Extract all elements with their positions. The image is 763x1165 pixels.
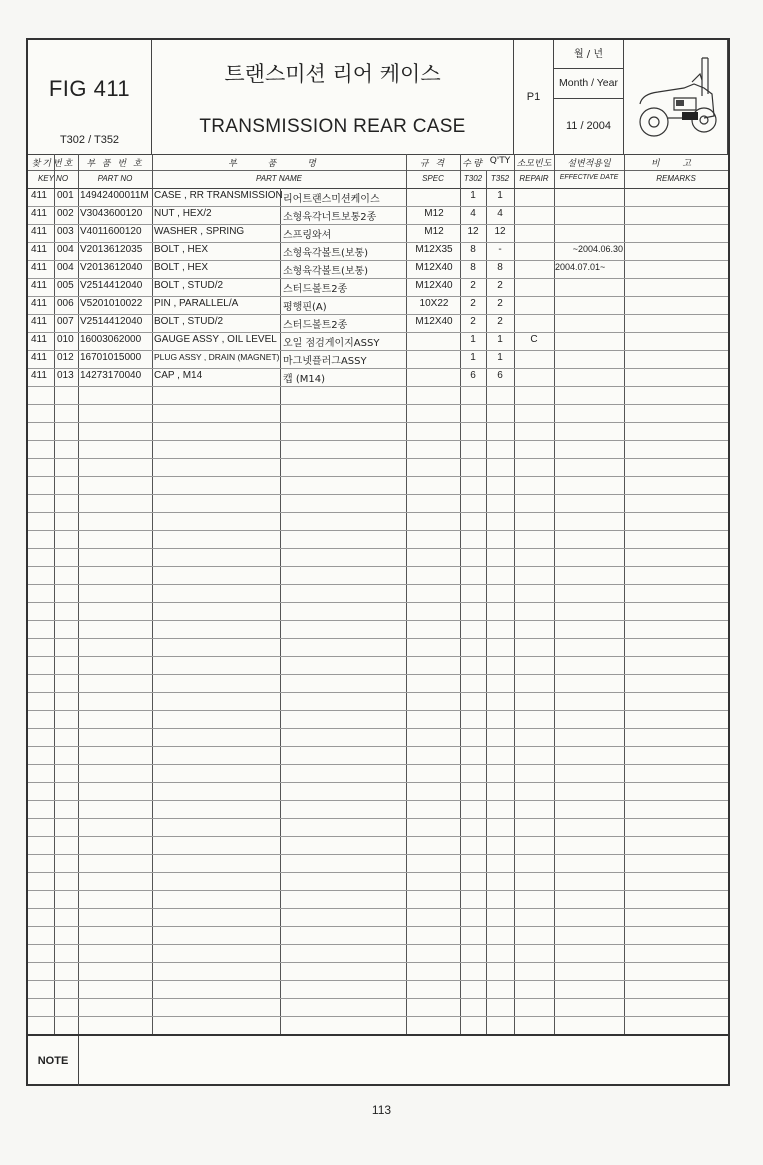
row-qty-t352: 4 [497, 208, 503, 219]
row-part-name-ko: 소형육각너트보통2종 [283, 212, 377, 223]
row-part-name-ko: 소형육각볼트(보통) [283, 266, 369, 277]
table-row [28, 674, 728, 693]
row-effective-date: ~2004.06.30 [572, 244, 623, 254]
sheet-header [28, 40, 728, 155]
table-row [28, 872, 728, 891]
table-row [28, 530, 728, 549]
table-row [28, 782, 728, 801]
table-row [28, 224, 728, 243]
table-row [28, 710, 728, 729]
row-part-no: 16701015000 [80, 352, 142, 363]
row-key-no: 002 [57, 208, 74, 219]
table-row [28, 314, 728, 333]
table-row [28, 656, 728, 675]
col-quantity: 수량 Q'TY T302 T352 [460, 154, 514, 188]
table-row [28, 206, 728, 225]
table-row [28, 620, 728, 639]
row-spec: M12X40 [415, 280, 453, 291]
row-fig-no: 411 [31, 262, 47, 273]
row-qty-t352: 1 [497, 352, 503, 363]
table-row [28, 746, 728, 765]
row-key-no: 003 [57, 226, 74, 237]
date-value: 11 / 2004 [565, 120, 612, 132]
title-cell [152, 40, 514, 154]
row-spec: M12 [424, 208, 444, 219]
table-row [28, 242, 728, 261]
row-spec: M12X40 [415, 262, 453, 273]
table-row [28, 818, 728, 837]
table-row [28, 278, 728, 297]
table-row [28, 944, 728, 963]
col-repair: 소모빈도 REPAIR [514, 154, 554, 188]
row-part-no: V2013612035 [80, 244, 143, 255]
row-qty-t352: 2 [497, 316, 503, 327]
row-part-name-ko: 마그넷플러그ASSY [283, 356, 367, 367]
row-part-name-en: BOLT , STUD/2 [154, 316, 224, 327]
page-code: P1 [526, 91, 541, 103]
row-fig-no: 411 [31, 190, 47, 201]
row-part-name-ko: 소형육각볼트(보통) [283, 248, 369, 259]
row-part-no: 14273170040 [80, 370, 142, 381]
row-part-no: V2514412040 [80, 316, 143, 327]
row-qty-t302: 2 [470, 316, 476, 327]
row-fig-no: 411 [31, 352, 47, 363]
row-part-name-en: GAUGE ASSY , OIL LEVEL [154, 334, 277, 345]
row-part-no: V2514412040 [80, 280, 143, 291]
row-fig-no: 411 [31, 298, 47, 309]
row-fig-no: 411 [31, 226, 47, 237]
row-qty-t302: 8 [470, 262, 476, 273]
table-row [28, 836, 728, 855]
table-row [28, 548, 728, 567]
row-spec: M12X40 [415, 316, 453, 327]
row-part-name-ko: 오일 점검게이지ASSY [283, 338, 380, 349]
row-qty-t302: 2 [470, 298, 476, 309]
row-part-name-en: PLUG ASSY , DRAIN (MAGNET) [154, 352, 280, 362]
row-qty-t352: 1 [497, 190, 503, 201]
model-list: T302 / T352 [59, 134, 120, 146]
row-fig-no: 411 [31, 280, 47, 291]
row-part-name-ko: 스터드볼트2종 [283, 320, 348, 331]
row-qty-t352: 2 [497, 298, 503, 309]
row-part-name-en: BOLT , HEX [154, 262, 209, 273]
row-spec: M12X35 [415, 244, 453, 255]
row-part-name-en: CASE , RR TRANSMISSION [154, 190, 283, 201]
row-part-name-en: CAP , M14 [154, 370, 203, 381]
table-row [28, 800, 728, 819]
table-row [28, 422, 728, 441]
figure-cell [28, 40, 152, 154]
table-row [28, 404, 728, 423]
row-qty-t302: 12 [467, 226, 479, 237]
col-remarks: 비 고 REMARKS [624, 154, 728, 188]
row-part-name-ko: 스터드볼트2종 [283, 284, 348, 295]
row-part-no: V4011600120 [80, 226, 142, 237]
note-section [28, 1034, 728, 1086]
row-effective-date: 2004.07.01~ [555, 262, 606, 272]
row-qty-t302: 8 [470, 244, 476, 255]
table-row [28, 728, 728, 747]
table-row [28, 458, 728, 477]
row-part-no: 14942400011M [80, 190, 149, 201]
table-row [28, 998, 728, 1017]
row-fig-no: 411 [31, 316, 47, 327]
table-row [28, 962, 728, 981]
row-qty-t302: 6 [470, 370, 476, 381]
table-row [28, 476, 728, 495]
table-row [28, 512, 728, 531]
row-part-no: V3043600120 [80, 208, 143, 219]
page-code-cell [514, 40, 554, 154]
table-row [28, 1016, 728, 1035]
column-header-row [28, 154, 728, 189]
row-fig-no: 411 [31, 244, 47, 255]
row-qty-t352: 6 [497, 370, 503, 381]
table-row [28, 854, 728, 873]
date-label-english: Month / Year [554, 68, 623, 99]
table-row [28, 764, 728, 783]
table-row [28, 692, 728, 711]
table-row [28, 440, 728, 459]
row-qty-t352: 8 [497, 262, 503, 273]
row-part-no: V2013612040 [80, 262, 143, 273]
row-qty-t302: 1 [470, 190, 476, 201]
row-key-no: 004 [57, 262, 74, 273]
tractor-illustration [624, 40, 728, 154]
table-row [28, 638, 728, 657]
row-key-no: 007 [57, 316, 74, 327]
row-part-name-ko: 스프링와셔 [283, 230, 332, 241]
note-label: NOTE [28, 1036, 79, 1086]
row-part-name-ko: 캡 (M14) [283, 374, 325, 385]
row-part-name-ko: 평행핀(A) [283, 302, 327, 313]
row-part-name-en: PIN , PARALLEL/A [154, 298, 239, 309]
table-row [28, 926, 728, 945]
row-part-name-en: BOLT , HEX [154, 244, 209, 255]
title-english: TRANSMISSION REAR CASE [199, 116, 466, 137]
col-part-no: 부 품 번 호 PART NO [78, 154, 152, 188]
row-qty-t302: 1 [470, 334, 476, 345]
table-row [28, 980, 728, 999]
table-row [28, 602, 728, 621]
table-row [28, 368, 728, 387]
col-key-no: 찾기번호 KEY NO [28, 154, 78, 188]
row-key-no: 006 [57, 298, 74, 309]
col-part-name: 부 품 명 PART NAME [152, 154, 406, 188]
row-part-name-en: BOLT , STUD/2 [154, 280, 224, 291]
row-qty-t302: 2 [470, 280, 476, 291]
row-key-no: 012 [57, 352, 74, 363]
row-key-no: 004 [57, 244, 74, 255]
table-row [28, 260, 728, 279]
row-repair: C [530, 334, 538, 345]
row-key-no: 001 [57, 190, 74, 201]
row-qty-t352: 1 [497, 334, 503, 345]
row-qty-t352: 2 [497, 280, 503, 291]
tractor-icon [632, 54, 720, 140]
table-row [28, 890, 728, 909]
table-row [28, 350, 728, 369]
table-row [28, 908, 728, 927]
row-spec: 10X22 [419, 298, 449, 309]
row-qty-t352: 12 [494, 226, 506, 237]
page-number: 113 [371, 1103, 392, 1117]
row-part-no: V5201010022 [80, 298, 143, 309]
row-qty-t302: 4 [470, 208, 476, 219]
date-cell [554, 40, 624, 154]
row-qty-t302: 1 [470, 352, 476, 363]
figure-number: FIG 411 [48, 76, 131, 101]
row-fig-no: 411 [31, 334, 47, 345]
row-fig-no: 411 [31, 208, 47, 219]
date-label-korean: 월 / 년 [554, 40, 623, 69]
table-row [28, 566, 728, 585]
row-spec: M12 [424, 226, 444, 237]
col-effective-date: 설변적용일 EFFECTIVE DATE [554, 154, 624, 188]
row-key-no: 005 [57, 280, 74, 291]
table-row [28, 494, 728, 513]
table-row [28, 188, 728, 207]
row-part-no: 16003062000 [80, 334, 142, 345]
table-row [28, 386, 728, 405]
row-part-name-en: NUT , HEX/2 [154, 208, 212, 219]
row-key-no: 010 [57, 334, 74, 345]
row-part-name-ko: 리어트랜스미션케이스 [283, 194, 380, 205]
row-key-no: 013 [57, 370, 74, 381]
table-row [28, 296, 728, 315]
col-spec: 규 격 SPEC [406, 154, 460, 188]
title-korean: 트랜스미션 리어 케이스 [224, 62, 441, 86]
parts-list-sheet [26, 38, 730, 1086]
row-qty-t352: - [498, 244, 502, 255]
row-part-name-en: WASHER , SPRING [154, 226, 245, 237]
row-fig-no: 411 [31, 370, 47, 381]
table-row [28, 332, 728, 351]
table-row [28, 584, 728, 603]
